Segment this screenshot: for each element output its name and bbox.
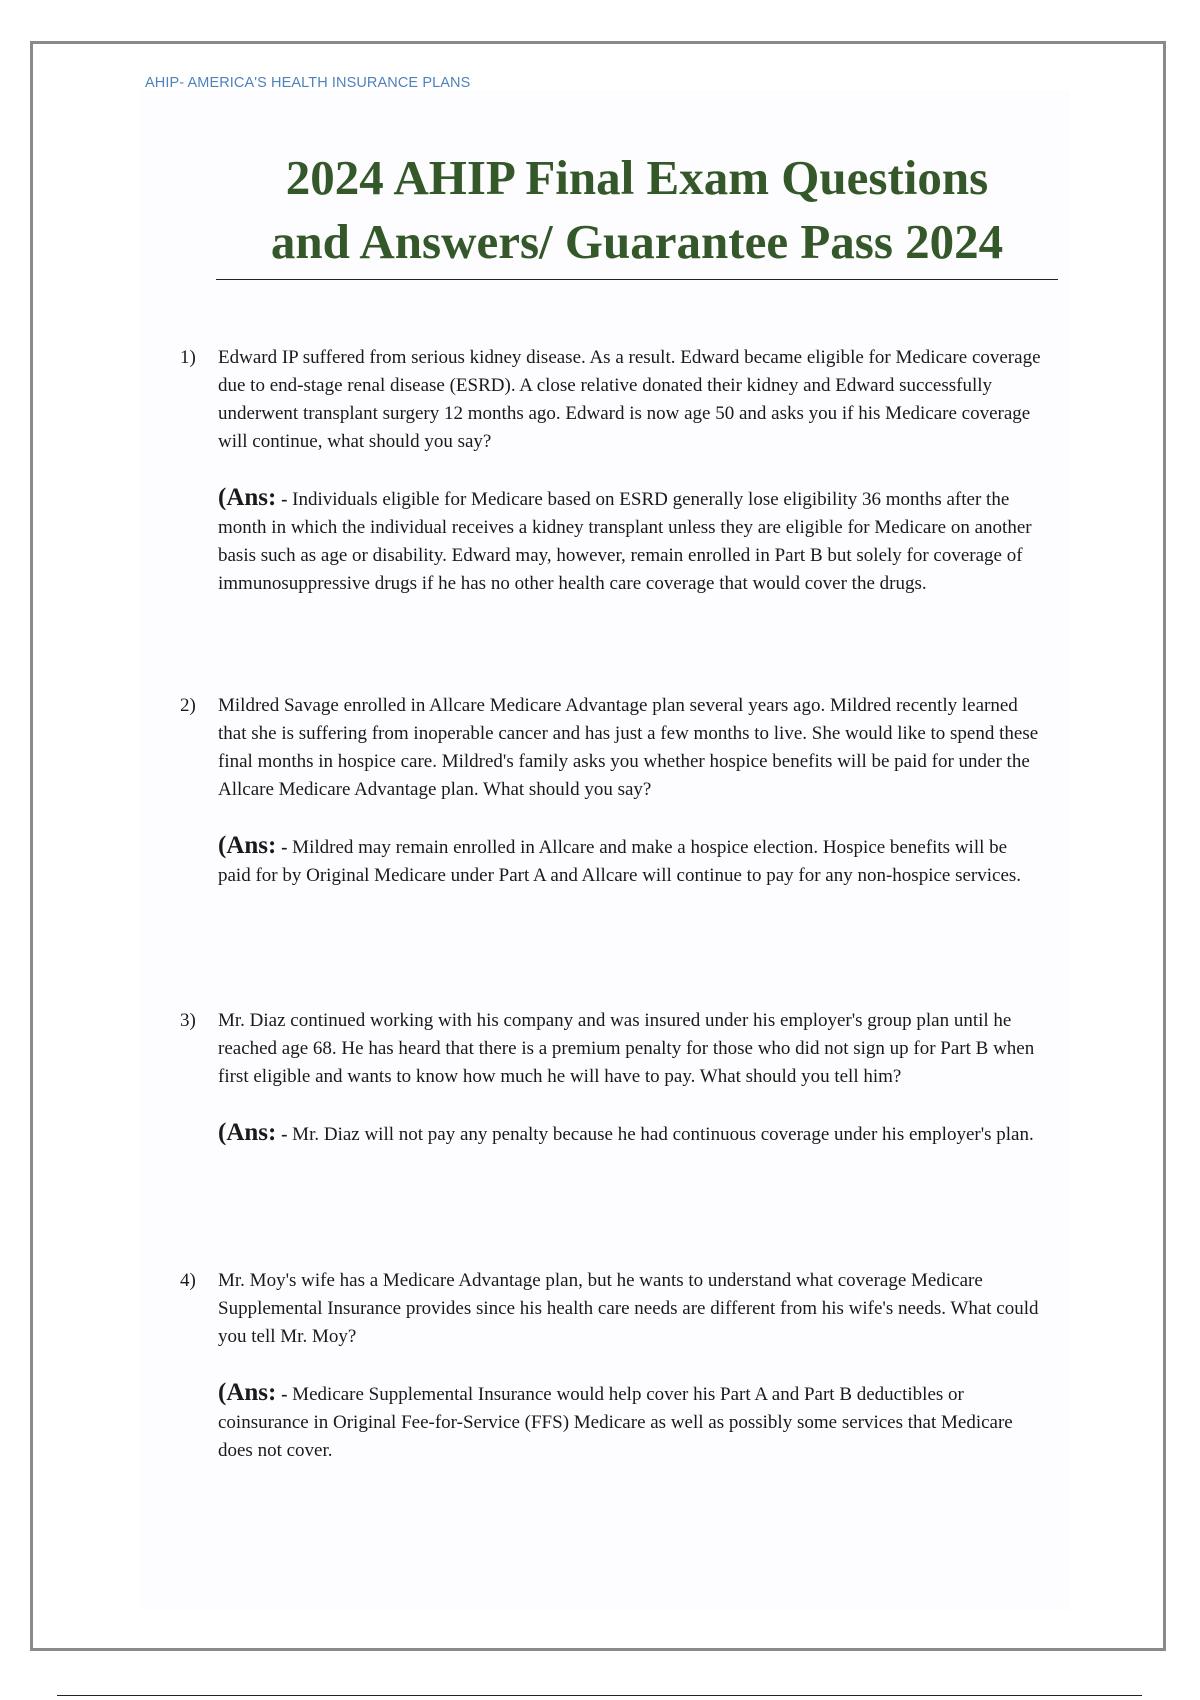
answer-block	[218, 1119, 1038, 1149]
answer-prefix: (Ans:	[218, 484, 277, 511]
question-item-1	[180, 344, 1060, 692]
question-number: 1)	[180, 347, 196, 368]
question-number: 3)	[180, 1010, 196, 1031]
question-item-3	[180, 1007, 1060, 1267]
running-header: AHIP- AMERICA'S HEALTH INSURANCE PLANS	[145, 75, 471, 91]
answer-dash: -	[281, 1384, 288, 1405]
answer-dash: -	[281, 489, 288, 510]
bottom-rule	[57, 1695, 1142, 1696]
question-text: Mr. Diaz continued working with his company and was insured under his employer's group plan until he reached age 68. He has heard that there is a premium penalty for those who did not sign up for Part B when first eligible and wants to know how much he will have to pay. What should you tell him?	[218, 1010, 1035, 1087]
answer-block	[218, 1379, 1038, 1465]
title-line-1: 2024 AHIP Final Exam Questions	[285, 150, 989, 205]
answer-text: Individuals eligible for Medicare based on ESRD generally lose eligibility 36 months after the month in which the individual receives a kidney transplant unless they are eligible for Medicare on another basis such as age or disability. Edward may, however, remain enrolled in Part B but solely for coverage of immunosuppressive drugs if he has no other health care coverage that would cover the drugs.	[218, 489, 1032, 594]
answer-text: Mildred may remain enrolled in Allcare and make a hospice election. Hospice benefits will be paid for by Original Medicare under Part A and Allcare will continue to pay for any non-hospice services.	[218, 837, 1022, 886]
answer-prefix: (Ans:	[218, 1379, 277, 1406]
answer-prefix: (Ans:	[218, 1119, 277, 1146]
question-text: Mr. Moy's wife has a Medicare Advantage plan, but he wants to understand what coverage Medicare Supplemental Insurance provides since his health care needs are different from his wife's needs. What could you tell Mr. Moy?	[218, 1270, 1039, 1347]
answer-block	[218, 484, 1038, 598]
question-item-4	[180, 1267, 1060, 1465]
question-text: Mildred Savage enrolled in Allcare Medicare Advantage plan several years ago. Mildred recently learned that she is suffering from inoperable cancer and has just a few months to live. She would like to spend these final months in hospice care. Mildred's family asks you whether hospice benefits will be paid for under the Allcare Medicare Advantage plan. What should you say?	[218, 695, 1039, 800]
question-number: 2)	[180, 695, 196, 716]
question-text: Edward IP suffered from serious kidney disease. As a result. Edward became eligible for Medicare coverage due to end-stage renal disease (ESRD). A close relative donated their kidney and Edward successfully underwent transplant surgery 12 months ago. Edward is now age 50 and asks you if his Medicare coverage will continue, what should you say?	[218, 347, 1041, 452]
question-number: 4)	[180, 1270, 196, 1291]
answer-dash: -	[281, 1124, 288, 1145]
title-line-2: and Answers/ Guarantee Pass 2024	[270, 214, 1004, 269]
answer-block	[218, 832, 1038, 890]
question-item-2	[180, 692, 1060, 1007]
title-underline	[216, 279, 1058, 280]
answer-dash: -	[281, 837, 288, 858]
answer-text: Mr. Diaz will not pay any penalty because he had continuous coverage under his employer's plan.	[292, 1124, 1034, 1145]
document-title	[216, 146, 1058, 274]
answer-prefix: (Ans:	[218, 832, 277, 859]
question-list	[180, 344, 1060, 1465]
answer-text: Medicare Supplemental Insurance would help cover his Part A and Part B deductibles or coinsurance in Original Fee-for-Service (FFS) Medicare as well as possibly some services that Medicare does not cover.	[218, 1384, 1013, 1461]
